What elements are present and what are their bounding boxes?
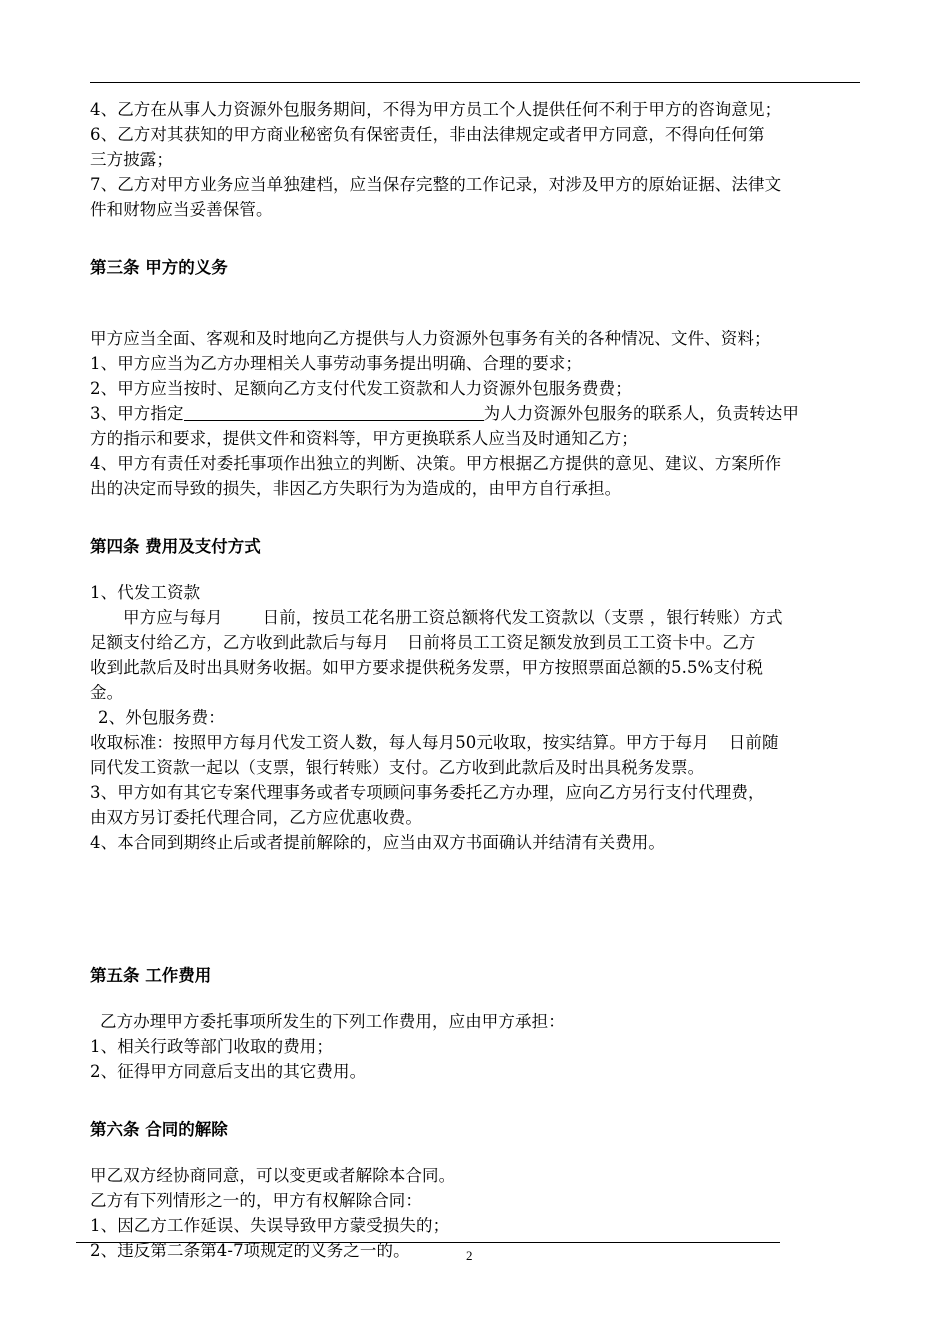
clause-line: 2、违反第二条第4-7项规定的义务之一的。 [90, 1241, 410, 1260]
contact-blank [184, 403, 484, 421]
clause-line: 1、甲方应当为乙方办理相关人事劳动事务提出明确、合理的要求； [90, 354, 582, 373]
clause-line: 金。 [90, 683, 124, 702]
clause-line: 甲乙双方经协商同意，可以变更或者解除本合同。 [90, 1166, 456, 1185]
clause-line: 2、征得甲方同意后支出的其它费用。 [90, 1062, 367, 1081]
page-number: 2 [466, 1248, 473, 1263]
clause-text: 足额支付给乙方，乙方收到此款后与每月 [90, 633, 389, 652]
clause-line: 同代发工资款一起以（支票，银行转账）支付。乙方收到此款后及时出具税务发票。 [90, 758, 705, 777]
clause-text: 3、甲方指定 [90, 404, 184, 423]
fee-line [90, 730, 866, 755]
clause-line: 乙方办理甲方委托事项所发生的下列工作费用，应由甲方承担： [100, 1012, 565, 1031]
clause-line: 4、甲方有责任对委托事项作出独立的判断、决策。甲方根据乙方提供的意见、建议、方案所作 [90, 454, 782, 473]
section-heading-3: 第三条 甲方的义务 [90, 258, 228, 277]
clause-text: 日前将员工工资足额发放到员工工资卡中。乙方 [406, 633, 756, 652]
clause-line: 4、乙方在从事人力资源外包服务期间，不得为甲方员工个人提供任何不利于甲方的咨询意见； [90, 100, 782, 119]
document-body [90, 97, 866, 1263]
clause-line: 方的指示和要求，提供文件和资料等，甲方更换联系人应当及时通知乙方； [90, 429, 638, 448]
clause-text: 日前，按员工花名册工资总额将代发工资款以（支票 ，银行转账）方式 [262, 608, 783, 627]
clause-line: 4、本合同到期终止后或者提前解除的，应当由双方书面确认并结清有关费用。 [90, 833, 665, 852]
clause-line: 1、因乙方工作延误、失误导致甲方蒙受损失的； [90, 1216, 450, 1235]
clause-line: 7、乙方对甲方业务应当单独建档，应当保存完整的工作记录，对涉及甲方的原始证据、法律文 [90, 175, 782, 194]
section-heading-5: 第五条 工作费用 [90, 966, 212, 985]
clause-line: 三方披露； [90, 150, 173, 169]
clause-line: 2、甲方应当按时、足额向乙方支付代发工资款和人力资源外包服务费费； [90, 379, 632, 398]
section-heading-4: 第四条 费用及支付方式 [90, 537, 261, 556]
clause-line: 由双方另订委托代理合同，乙方应优惠收费。 [90, 808, 422, 827]
clause-line: 6、乙方对其获知的甲方商业秘密负有保密责任，非由法律规定或者甲方同意，不得向任何第 [90, 125, 765, 144]
section-heading-6: 第六条 合同的解除 [90, 1120, 228, 1139]
clause-text: 为人力资源外包服务的联系人，负责转达甲 [483, 404, 800, 423]
clause-text: 甲方应与每月 [123, 608, 223, 627]
clause-line: 1、代发工资款 [90, 583, 201, 602]
footer-rule [76, 1242, 780, 1243]
clause-line: 甲方应当全面、客观和及时地向乙方提供与人力资源外包事务有关的各种情况、文件、资料； [90, 329, 771, 348]
clause-text: 收取标准：按照甲方每月代发工资人数，每人每月50元收取，按实结算。甲方于每月 [90, 733, 709, 752]
clause-line: 3、甲方如有其它专案代理事务或者专项顾问事务委托乙方办理，应向乙方另行支付代理费， [90, 783, 765, 802]
clause-line: 1、相关行政等部门收取的费用； [90, 1037, 333, 1056]
clause-text: 日前随 [728, 733, 779, 752]
contact-line [90, 401, 866, 426]
payment-line [90, 605, 866, 630]
clause-line: 出的决定而导致的损失，非因乙方失职行为为造成的，由甲方自行承担。 [90, 479, 622, 498]
clause-line: 2、外包服务费： [98, 708, 225, 727]
clause-line: 件和财物应当妥善保管。 [90, 200, 273, 219]
clause-line: 乙方有下列情形之一的，甲方有权解除合同： [90, 1191, 422, 1210]
payment-line [90, 630, 866, 655]
clause-line: 收到此款后及时出具财务收据。如甲方要求提供税务发票，甲方按照票面总额的5.5%支付税 [90, 658, 764, 677]
header-rule [90, 82, 860, 83]
